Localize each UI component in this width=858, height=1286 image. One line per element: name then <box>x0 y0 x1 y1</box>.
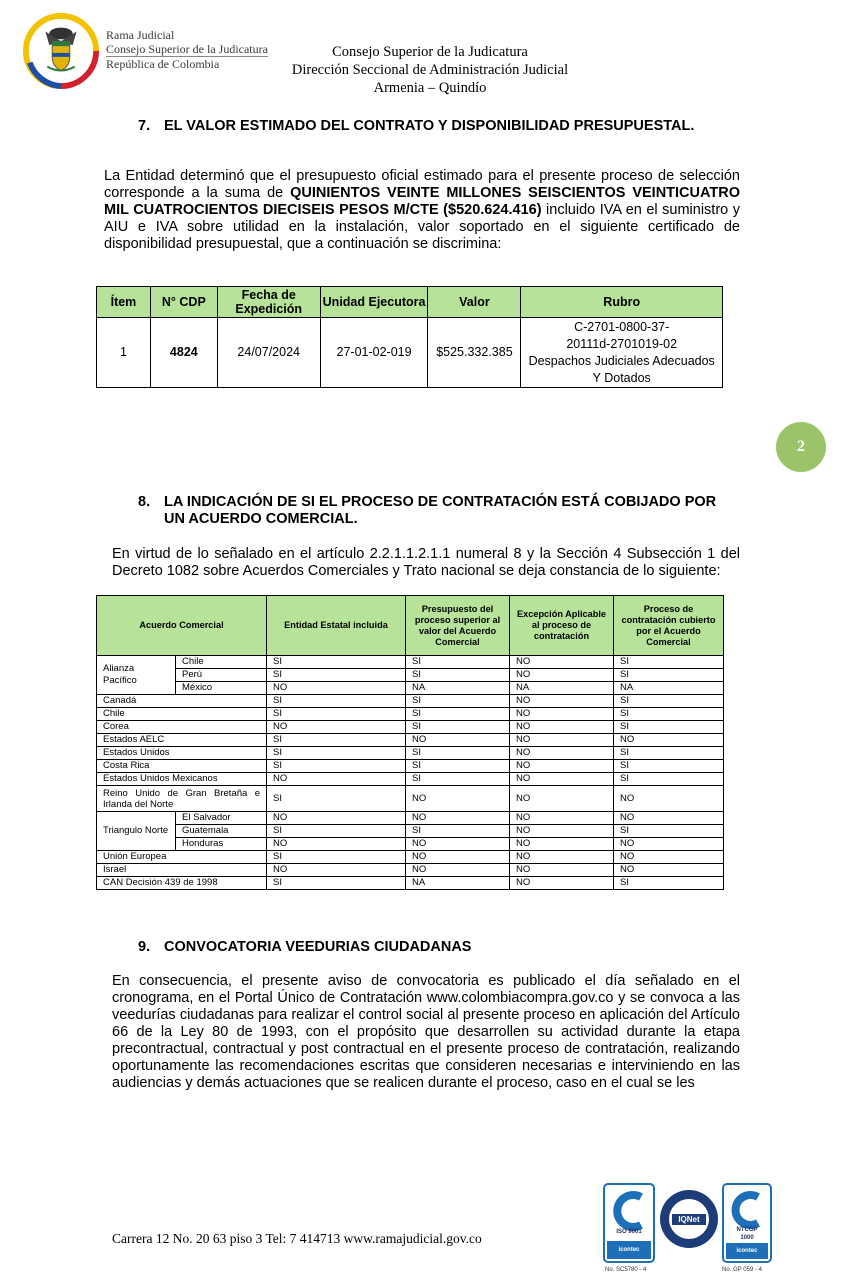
table-row: Chile SI SI NO SI <box>97 708 724 721</box>
table-row: Reino Unido de Gran Bretaña e Irlanda del Norte SI NO NO NO <box>97 786 724 812</box>
table-row: México NO NA NA NA <box>97 682 724 695</box>
section-7-paragraph: La Entidad determinó que el presupuesto oficial estimado para el presente proceso de selección corresponde a la suma de QUINIENTOS VEINTE MILLONES SEISCIENTOS VEINTICUATRO MIL CUATROCIENTOS DIECISEIS PESOS M/CTE ($520.624.416) incluido IVA en el suministro y AIU e IVA sobre utilidad en la instalación, valor soportado en el siguiente certificado de disponibilidad presupuestal, que a continuación se discrimina: <box>104 168 740 252</box>
section-9-paragraph: En consecuencia, el presente aviso de convocatoria es publicado el día señalado en el cronograma, en el Portal Único de Contratación www.colombiacompra.gov.co y se convoca a las veedurías ciudadanas para realizar el control social al presente proceso en aplicación del Artículo 66 de la Ley 80 de 1993, con el propósito que desarrollen su actividad durante la etapa precontractual, contractual y post contractual en el presente proceso de contratación, realizando oportunamente las recomendaciones escritas que consideren necesarias e interviniendo en las audiencias y demás actuaciones que se realicen durante el proceso, caso en el cual se les <box>112 973 740 1091</box>
section-8-paragraph: En virtud de lo señalado en el artículo 2.2.1.1.2.1.1 numeral 8 y la Sección 4 Subsección 1 del Decreto 1082 sobre Acuerdos Comerciales y Trato nacional se deja constancia de lo siguiente: <box>112 546 740 579</box>
table-row: Corea NO SI NO SI <box>97 721 724 734</box>
ntcgp-1000-certification: NTCGP 1000 icontec <box>722 1183 772 1263</box>
table-row: CAN Decisión 439 de 1998 SI NA NO SI <box>97 877 724 890</box>
table-row: Estados AELC SI NO NO NO <box>97 734 724 747</box>
section-9-title: 9. CONVOCATORIA VEEDURIAS CIUDADANAS <box>138 939 472 955</box>
table-row: 1 4824 24/07/2024 27-01-02-019 $525.332.385 C-2701-0800-37- 20111d-2701019-02 Despachos Judiciales Adecuados Y Dotados <box>97 318 723 388</box>
table-row: Triangulo Norte El Salvador NO NO NO NO <box>97 812 724 825</box>
agreements-table-header: Acuerdo Comercial Entidad Estatal incluida Presupuesto del proceso superior al valor del Acuerdo Comercial Excepción Aplicable al proceso de contratación Proceso de contratación cubierto por el Acuerdo Comercial <box>97 596 724 656</box>
logo-text: Rama Judicial Consejo Superior de la Judicatura República de Colombia <box>106 28 268 71</box>
table-row: Perú SI SI NO SI <box>97 669 724 682</box>
table-row: Guatemala SI SI NO SI <box>97 825 724 838</box>
cert-code-right: No. GP 059 - 4 <box>722 1267 762 1273</box>
trade-agreements-table <box>96 595 724 890</box>
iqnet-certification: IQNet <box>658 1188 720 1250</box>
section-7-title: 7. EL VALOR ESTIMADO DEL CONTRATO Y DISPONIBILIDAD PRESUPUESTAL. <box>138 118 695 134</box>
table-row: Estados Unidos Mexicanos NO SI NO SI <box>97 773 724 786</box>
cert-code-left: No. SC5780 - 4 <box>605 1267 647 1273</box>
footer-address: Carrera 12 No. 20 63 piso 3 Tel: 7 414713 www.ramajudicial.gov.co <box>112 1231 482 1246</box>
page-number-badge: 2 <box>776 422 826 472</box>
table-row: Unión Europea SI NO NO NO <box>97 851 724 864</box>
section-8-title: 8. LA INDICACIÓN DE SI EL PROCESO DE CONTRATACIÓN ESTÁ COBIJADO POR UN ACUERDO COMERCIAL. <box>138 494 717 527</box>
logo-block <box>22 12 282 92</box>
rubro-cell: C-2701-0800-37- 20111d-2701019-02 Despachos Judiciales Adecuados Y Dotados <box>521 318 723 388</box>
iso-9001-certification: ISO 9001 icontec <box>603 1183 655 1263</box>
colombia-emblem-icon <box>22 12 100 90</box>
table-row: Costa Rica SI SI NO SI <box>97 760 724 773</box>
table-row: Canadá SI SI NO SI <box>97 695 724 708</box>
table-row: Alianza Pacífico Chile SI SI NO SI <box>97 656 724 669</box>
table-row: Estados Unidos SI SI NO SI <box>97 747 724 760</box>
table-row: Honduras NO NO NO NO <box>97 838 724 851</box>
cdp-table <box>96 286 723 388</box>
cdp-table-header: Ítem N° CDP Fecha de Expedición Unidad Ejecutora Valor Rubro <box>97 287 723 318</box>
header-center-text: Consejo Superior de la Judicatura Dirección Seccional de Administración Judicial Armenia – Quindío <box>291 44 569 96</box>
table-row: Israel NO NO NO NO <box>97 864 724 877</box>
